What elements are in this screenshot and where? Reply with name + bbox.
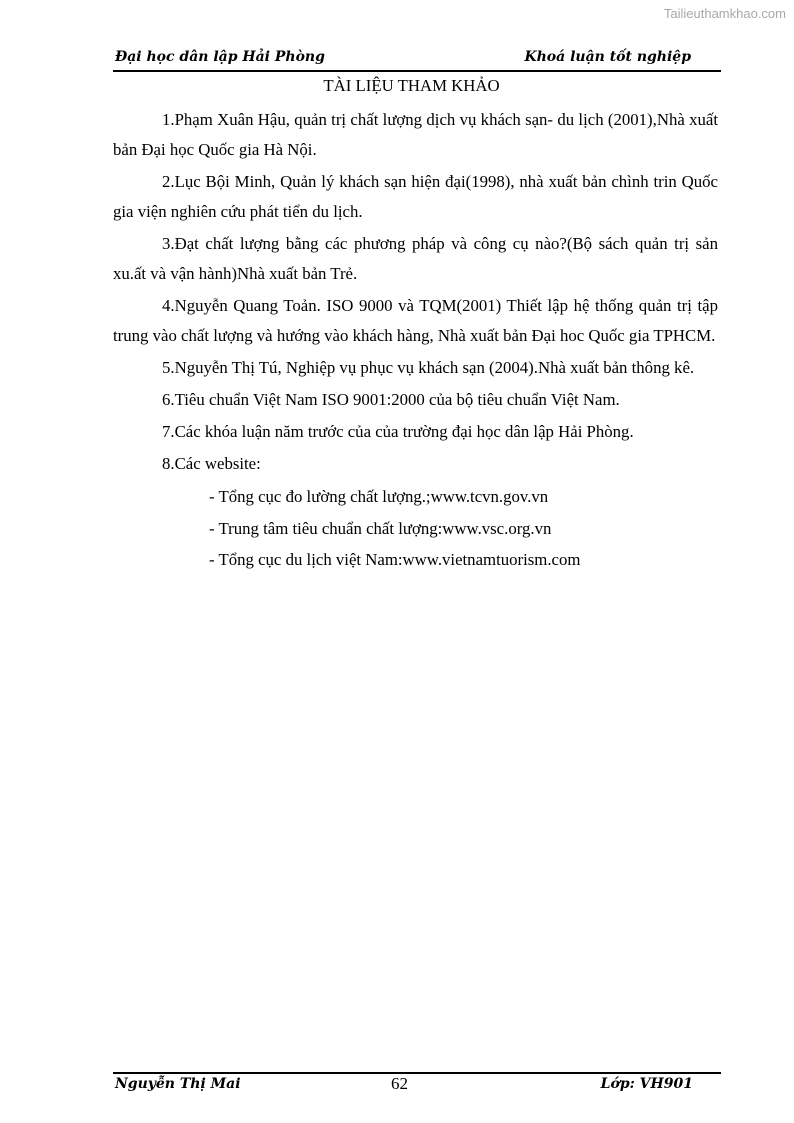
website-item: - Trung tâm tiêu chuẩn chất lượng:www.vsc.org.vn: [209, 518, 552, 538]
page-title: TÀI LIỆU THAM KHẢO: [323, 76, 500, 95]
reference-item: 2.Lục Bội Minh, Quản lý khách sạn hiện đại(1998), nhà xuất bản chình trin Quốc gia viện nghiên cứu phát tiển du lịch.: [113, 172, 718, 221]
page-header: [113, 48, 721, 72]
header-university: Đại học dân lập Hải Phòng: [115, 49, 325, 65]
watermark-text: Tailieuthamkhao.com: [663, 6, 786, 21]
reference-item: 4.Nguyễn Quang Toản. ISO 9000 và TQM(2001) Thiết lập hệ thống quản trị tập trung vào chất lượng và hướng vào khách hàng, Nhà xuất bản Đại hoc Quốc gia TPHCM.: [113, 296, 718, 345]
page-content: [113, 73, 718, 576]
footer-class: Lớp: VH901: [600, 1076, 693, 1092]
website-item: - Tổng cục đo lường chất lượng.;www.tcvn.gov.vn: [209, 487, 549, 506]
reference-item: 6.Tiêu chuẩn Việt Nam ISO 9001:2000 của bộ tiêu chuẩn Việt Nam.: [162, 390, 620, 409]
reference-item: 5.Nguyễn Thị Tú, Nghiệp vụ phục vụ khách sạn (2004).Nhà xuất bản thông kê.: [162, 358, 695, 377]
reference-item: 1.Phạm Xuân Hậu, quản trị chất lượng dịch vụ khách sạn- du lịch (2001),Nhà xuất bản Đại học Quốc gia Hà Nội.: [113, 110, 718, 159]
reference-item: 8.Các website:: [162, 454, 261, 473]
footer-author: Nguyễn Thị Mai: [115, 1076, 241, 1092]
header-thesis-label: Khoá luận tốt nghiệp: [524, 49, 691, 65]
page-number: 62: [391, 1074, 408, 1093]
website-item: - Tổng cục du lịch việt Nam:www.vietnamtuorism.com: [209, 550, 581, 569]
reference-item: 3.Đạt chất lượng bằng các phương pháp và công cụ nào?(Bộ sách quản trị sản xu.ất và vận hành)Nhà xuất bản Trẻ.: [113, 234, 718, 283]
page-footer: [113, 1072, 721, 1100]
reference-item: 7.Các khóa luận năm trước của của trường đại học dân lập Hải Phòng.: [162, 422, 634, 441]
